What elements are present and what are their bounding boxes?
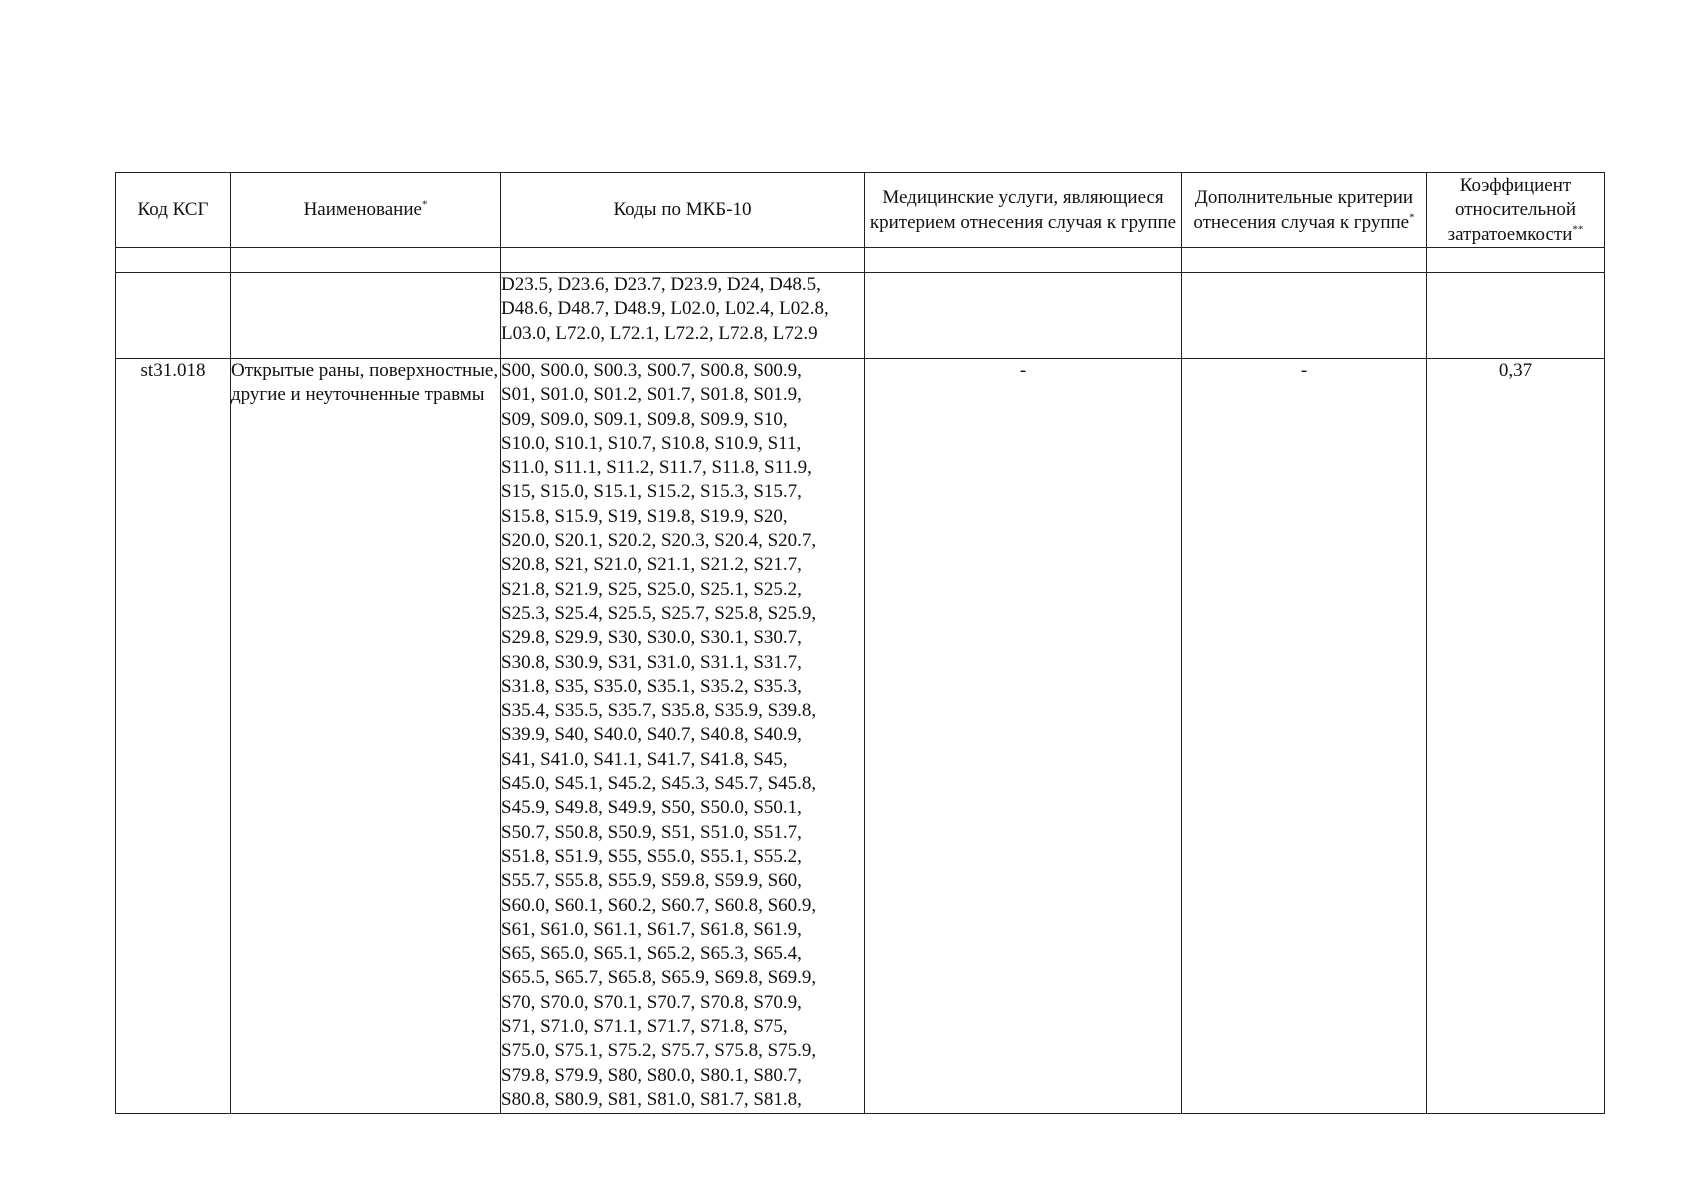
ksg-code-cell: st31.018 [116,359,231,1114]
cont-name-cell [231,273,501,359]
spacer-cell [116,248,231,273]
header-icd: Коды по МКБ-10 [501,173,865,248]
ksg-name-cell: Открытые раны, поверхностные, другие и неуточненные травмы [231,359,501,1114]
criteria-cell: - [1182,359,1427,1114]
services-cell: - [865,359,1182,1114]
icd-codes-cell: S00, S00.0, S00.3, S00.7, S00.8, S00.9, S01, S01.0, S01.2, S01.7, S01.8, S01.9, S09, S09.0, S09.1, S09.8, S09.9, S10, S10.0, S10.1, S10.7, S10.8, S10.9, S11, S11.0, S11.1, S11.2, S11.7, S11.8, S11.9, S15, S15.0, S15.1, S15.2, S15.3, S15.7, S15.8, S15.9, S19, S19.8, S19.9, S20, S20.0, S20.1, S20.2, S20.3, S20.4, S20.7, S20.8, S21, S21.0, S21.1, S21.2, S21.7, S21.8, S21.9, S25, S25.0, S25.1, S25.2, S25.3, S25.4, S25.5, S25.7, S25.8, S25.9, S29.8, S29.9, S30, S30.0, S30.1, S30.7, S30.8, S30.9, S31, S31.0, S31.1, S31.7, S31.8, S35, S35.0, S35.1, S35.2, S35.3, S35.4, S35.5, S35.7, S35.8, S35.9, S39.8, S39.9, S40, S40.0, S40.7, S40.8, S40.9, S41, S41.0, S41.1, S41.7, S41.8, S45, S45.0, S45.1, S45.2, S45.3, S45.7, S45.8, S45.9, S49.8, S49.9, S50, S50.0, S50.1, S50.7, S50.8, S50.9, S51, S51.0, S51.7, S51.8, S51.9, S55, S55.0, S55.1, S55.2, S55.7, S55.8, S55.9, S59.8, S59.9, S60, S60.0, S60.1, S60.2, S60.7, S60.8, S60.9, S61, S61.0, S61.1, S61.7, S61.8, S61.9, S65, S65.0, S65.1, S65.2, S65.3, S65.4, S65.5, S65.7, S65.8, S65.9, S69.8, S69.9, S70, S70.0, S70.1, S70.7, S70.8, S70.9, S71, S71.0, S71.1, S71.7, S71.8, S75, S75.0, S75.1, S75.2, S75.7, S75.8, S75.9, S79.8, S79.9, S80, S80.0, S80.1, S80.7, S80.8, S80.9, S81, S81.0, S81.7, S81.8, [501,359,865,1114]
header-criteria: Дополнительные критерии отнесения случая к группе* [1182,173,1427,248]
cont-services-cell [865,273,1182,359]
spacer-cell [501,248,865,273]
header-criteria-footnote-mark: * [1409,211,1415,224]
cont-code-cell [116,273,231,359]
spacer-cell [231,248,501,273]
cont-icd-cell: D23.5, D23.6, D23.7, D23.9, D24, D48.5, D48.6, D48.7, D48.9, L02.0, L02.4, L02.8, L03.0, L72.0, L72.1, L72.2, L72.8, L72.9 [501,273,865,359]
header-name-footnote-mark: * [421,199,428,212]
table-row [116,359,1605,1114]
header-row [116,173,1605,248]
coef-cell: 0,37 [1427,359,1605,1114]
header-coef-footnote-mark: ** [1572,223,1584,236]
ksg-table [115,172,1605,1114]
cont-criteria-cell [1182,273,1427,359]
spacer-cell [1427,248,1605,273]
spacer-cell [1182,248,1427,273]
header-coef: Коэффициент относительной затратоемкости** [1427,173,1605,248]
continuation-row [116,273,1605,359]
spacer-row [116,248,1605,273]
cont-coef-cell [1427,273,1605,359]
header-services: Медицинские услуги, являющиеся критерием отнесения случая к группе [865,173,1182,248]
spacer-cell [865,248,1182,273]
header-name: Наименование* [231,173,501,248]
header-code: Код КСГ [116,173,231,248]
